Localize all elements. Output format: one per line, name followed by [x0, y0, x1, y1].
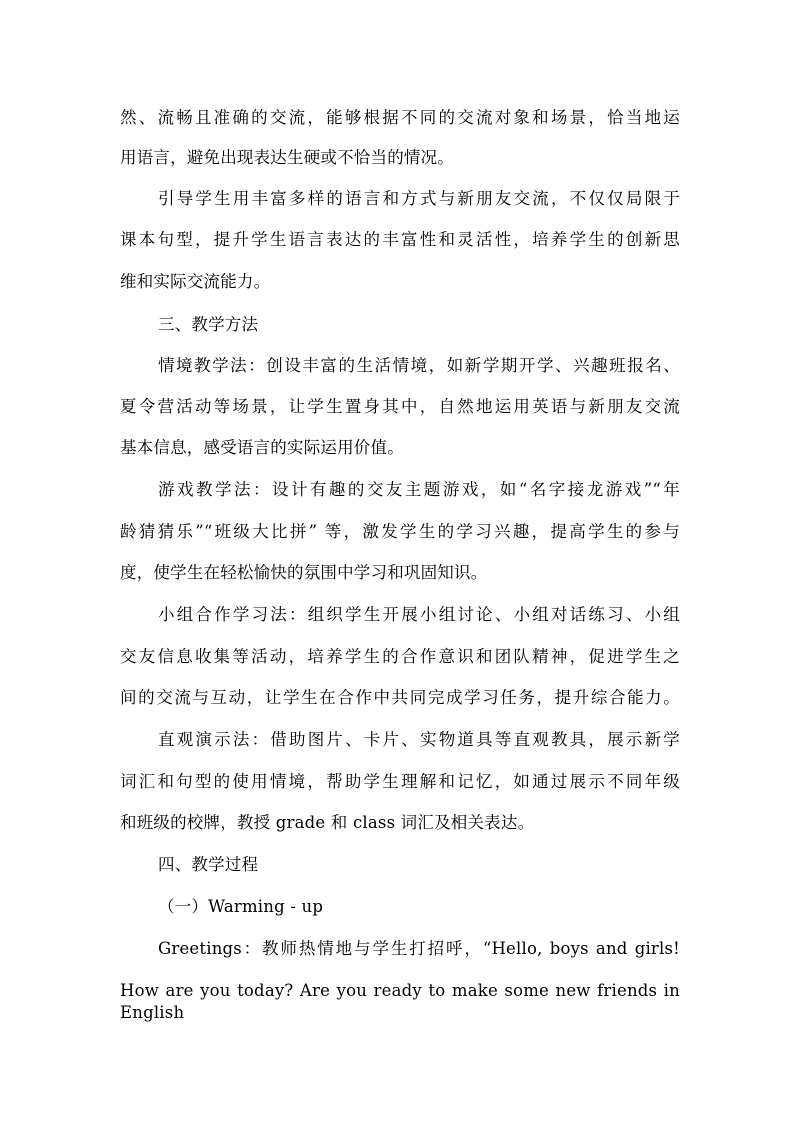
text-line: How are you today? Are you ready to make some new friends in English [120, 981, 680, 1022]
text-line: 直观演示法：借助图片、卡片、实物道具等直观教具，展示新学 [158, 730, 680, 749]
text-line: 度，使学生在轻松愉快的氛围中学习和巩固知识。 [120, 563, 488, 582]
text-line: 词汇和句型的使用情境，帮助学生理解和记忆，如通过展示不同年级 [120, 772, 680, 791]
text-line: 用语言，避免出现表达生硬或不恰当的情况。 [120, 148, 454, 167]
text-line: 游戏教学法：设计有趣的交友主题游戏，如“名字接龙游戏”“年 [158, 480, 680, 499]
text-line: 小组合作学习法：组织学生开展小组讨论、小组对话练习、小组 [158, 605, 680, 624]
subsection-heading: （一）Warming - up [158, 897, 324, 916]
text-line: 间的交流与互动，让学生在合作中共同完成学习任务，提升综合能力。 [120, 688, 680, 707]
text-line: 然、流畅且准确的交流，能够根据不同的交流对象和场景，恰当地运 [120, 108, 680, 127]
text-line: 维和实际交流能力。 [120, 272, 271, 291]
text-line: 龄猜猜乐”“班级大比拼” 等，激发学生的学习兴趣，提高学生的参与 [120, 522, 680, 541]
text-line: 情境教学法：创设丰富的生活情境，如新学期开学、兴趣班报名、 [158, 356, 680, 375]
text-line: 夏令营活动等场景，让学生置身其中，自然地运用英语与新朋友交流 [120, 397, 680, 416]
section-heading: 三、教学方法 [158, 315, 259, 334]
text-line: 课本句型，提升学生语言表达的丰富性和灵活性，培养学生的创新思 [120, 230, 680, 249]
text-line: 和班级的校牌，教授 grade 和 class 词汇及相关表达。 [120, 813, 535, 832]
text-line: 交友信息收集等活动，培养学生的合作意识和团队精神，促进学生之 [120, 647, 680, 666]
section-heading: 四、教学过程 [158, 855, 259, 874]
text-line: 引导学生用丰富多样的语言和方式与新朋友交流，不仅仅局限于 [158, 189, 680, 208]
text-line: Greetings：教师热情地与学生打招呼，“Hello, boys and girls! [158, 939, 680, 958]
text-line: 基本信息，感受语言的实际运用价值。 [120, 438, 404, 457]
